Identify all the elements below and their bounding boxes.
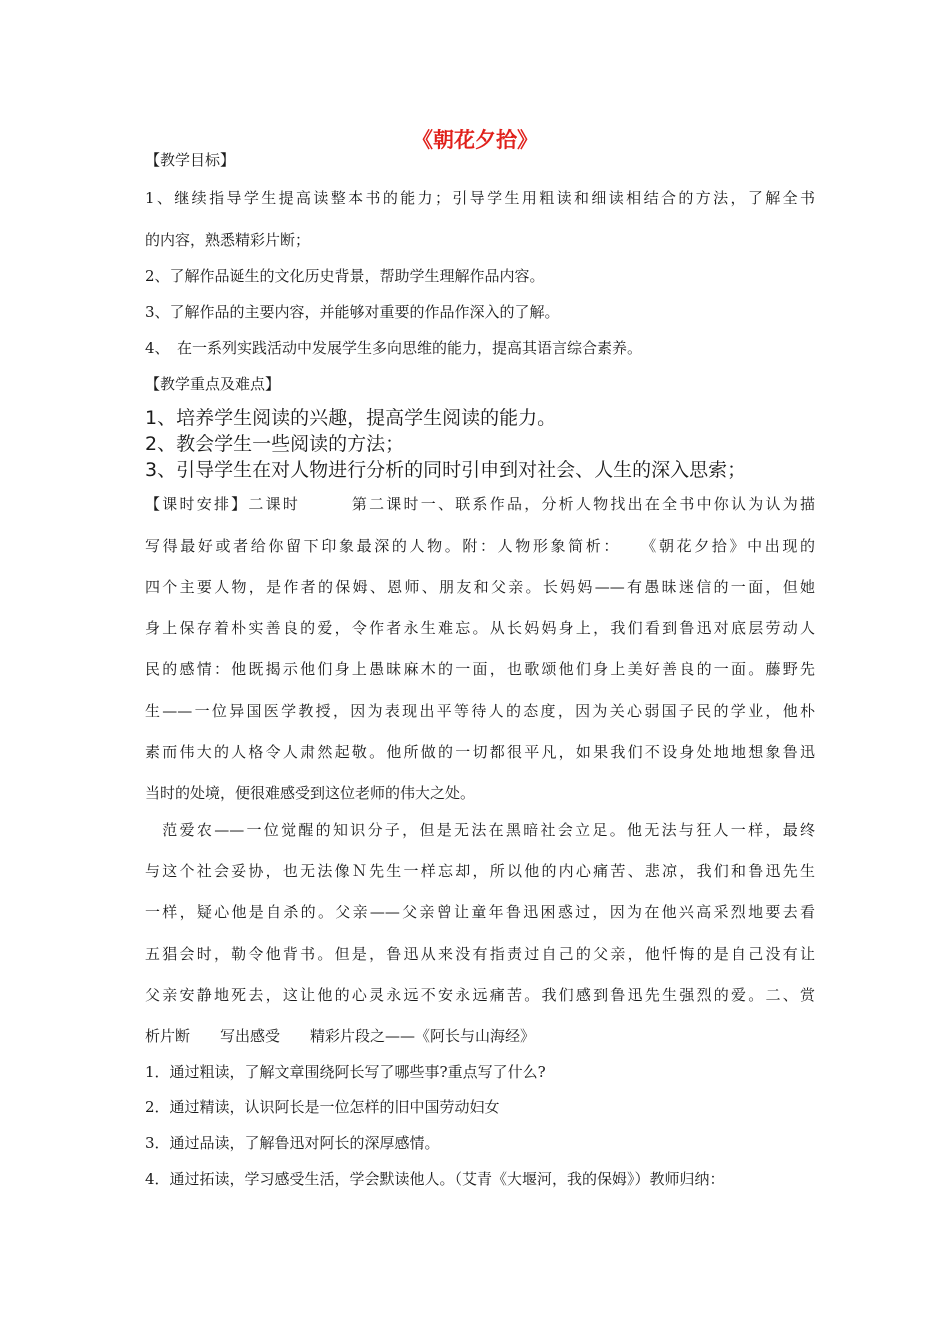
body-line: 身上保存着朴实善良的爱，令作者永生难忘。从长妈妈身上，我们看到鲁迅对底层劳动人 — [145, 619, 815, 637]
body-line: 一样，疑心他是自杀的。父亲——父亲曾让童年鲁迅困惑过，因为在他兴高采烈地要去看 — [145, 903, 815, 921]
body-line: 【课时安排】二课时 第二课时一、联系作品，分析人物找出在全书中你认为认为描 — [145, 495, 815, 513]
step-line: 3．通过品读，了解鲁迅对阿长的深厚感情。 — [145, 1134, 440, 1152]
goal-line: 4、 在一系列实践活动中发展学生多向思维的能力，提高其语言综合素养。 — [145, 339, 643, 357]
goal-line: 2、了解作品诞生的文化历史背景，帮助学生理解作品内容。 — [145, 267, 545, 285]
body-line: 与这个社会妥协，也无法像Ｎ先生一样忘却，所以他的内心痛苦、悲凉，我们和鲁迅先生 — [145, 862, 815, 880]
body-line: 析片断 写出感受 精彩片段之——《阿长与山海经》 — [145, 1027, 536, 1045]
focus-line: 3、引导学生在对人物进行分析的同时引申到对社会、人生的深入思索； — [145, 459, 747, 481]
goal-line: 1、继续指导学生提高读整本书的能力；引导学生用粗读和细读相结合的方法，了解全书 — [145, 189, 815, 207]
body-line: 范爱农——一位觉醒的知识分子，但是无法在黑暗社会立足。他无法与狂人一样，最终 — [145, 821, 815, 839]
body-line: 当时的处境，便很难感受到这位老师的伟大之处。 — [145, 784, 476, 802]
focus-line: 1、培养学生阅读的兴趣，提高学生阅读的能力。 — [145, 407, 557, 429]
section-heading-focus: 【教学重点及难点】 — [145, 375, 281, 393]
body-line: 写得最好或者给你留下印象最深的人物。附：人物形象简析： 《朝花夕拾》中出现的 — [145, 537, 815, 555]
body-line: 父亲安静地死去，这让他的心灵永远不安永远痛苦。我们感到鲁迅先生强烈的爱。二、赏 — [145, 986, 815, 1004]
focus-line: 2、教会学生一些阅读的方法； — [145, 433, 405, 455]
body-line: 素而伟大的人格令人肃然起敬。他所做的一切都很平凡，如果我们不设身处地地想象鲁迅 — [145, 743, 815, 761]
section-heading-goals: 【教学目标】 — [145, 151, 236, 169]
body-line: 四个主要人物，是作者的保姆、恩师、朋友和父亲。长妈妈——有愚昧迷信的一面，但她 — [145, 578, 815, 596]
step-line: 2．通过精读，认识阿长是一位怎样的旧中国劳动妇女 — [145, 1098, 500, 1116]
body-line: 民的感情：他既揭示他们身上愚昧麻木的一面，也歌颂他们身上美好善良的一面。藤野先 — [145, 660, 815, 678]
body-line: 生——一位异国医学教授，因为表现出平等待人的态度，因为关心弱国子民的学业，他朴 — [145, 702, 815, 720]
goal-line: 的内容，熟悉精彩片断； — [145, 231, 311, 249]
step-line: 1．通过粗读，了解文章围绕阿长写了哪些事?重点写了什么? — [145, 1063, 546, 1081]
step-line: 4．通过拓读，学习感受生活，学会默读他人。（艾青《大堰河，我的保姆》）教师归纳： — [145, 1170, 725, 1188]
body-line: 五猖会时，勒令他背书。但是，鲁迅从来没有指责过自己的父亲，他忏悔的是自己没有让 — [145, 945, 815, 963]
document-title: 《朝花夕拾》 — [412, 128, 538, 152]
goal-line: 3、了解作品的主要内容，并能够对重要的作品作深入的了解。 — [145, 303, 560, 321]
